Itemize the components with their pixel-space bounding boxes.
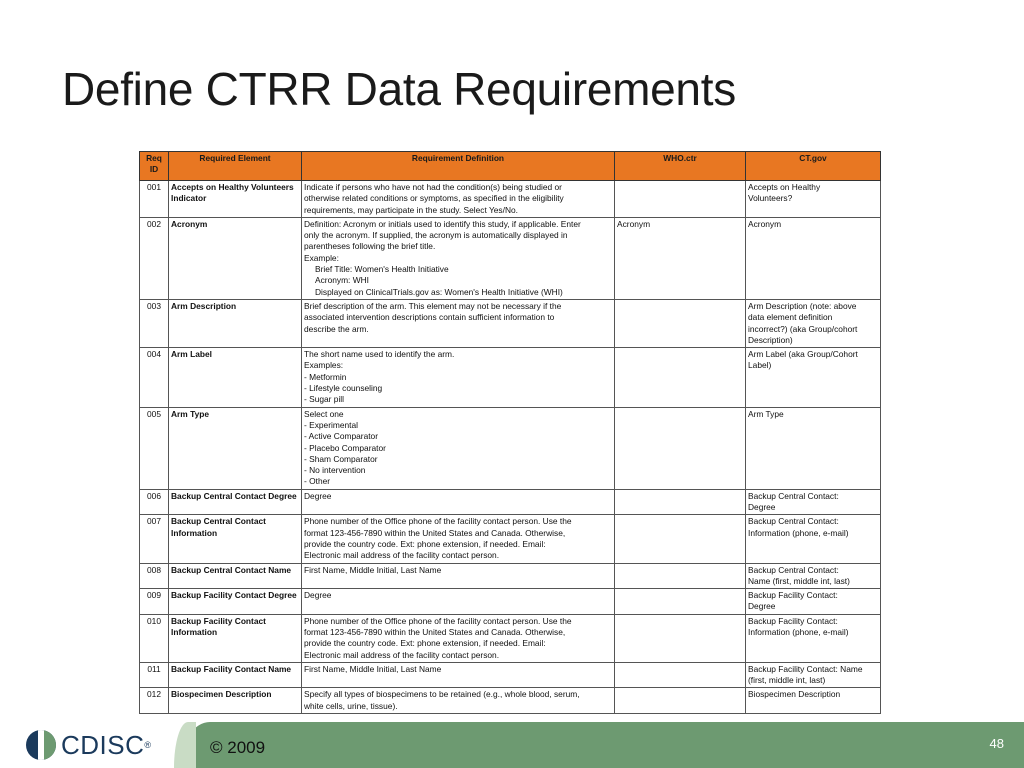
cell-req-id: 005 (140, 407, 169, 489)
ctgov-line: Name (first, middle int, last) (748, 575, 850, 586)
table-row (140, 515, 881, 563)
definition-line: Phone number of the Office phone of the facility contact person. Use the (304, 615, 572, 626)
cell-requirement-definition (302, 217, 615, 299)
definition-line: Indicate if persons who have not had the condition(s) being studied or (304, 182, 562, 192)
definition-line: - Sham Comparator (304, 453, 378, 464)
definition-line: format 123-456-7890 within the United States and Canada. Otherwise, (304, 626, 566, 637)
definition-line: Electronic mail address of the facility contact person. (304, 550, 500, 561)
cell-required-element: Arm Description (169, 299, 302, 347)
cell-who-ctr (615, 299, 746, 347)
cell-who-ctr (615, 614, 746, 662)
cell-who-ctr (615, 688, 746, 714)
cell-req-id: 004 (140, 348, 169, 407)
cell-required-element: Biospecimen Description (169, 688, 302, 714)
footer-green-band (180, 722, 1024, 768)
definition-line: white cells, urine, tissue). (304, 700, 398, 711)
cell-ct-gov (746, 688, 881, 714)
definition-line: Definition: Acronym or initials used to identify this study, if applicable. Enter (304, 218, 581, 229)
cell-requirement-definition (302, 181, 615, 218)
cell-req-id: 007 (140, 515, 169, 563)
cell-required-element: Accepts on Healthy Volunteers Indicator (169, 181, 302, 218)
cell-requirement-definition (302, 688, 615, 714)
definition-line: First Name, Middle Initial, Last Name (304, 564, 442, 575)
cdisc-logo (26, 729, 151, 761)
header-who-ctr: WHO.ctr (615, 152, 746, 181)
cell-who-ctr (615, 662, 746, 688)
table-row (140, 589, 881, 615)
definition-line: Specify all types of biospecimens to be retained (e.g., whole blood, serum, (304, 689, 580, 700)
cell-req-id: 001 (140, 181, 169, 218)
footer-bar (0, 722, 1024, 768)
ctgov-line: Acronym (748, 218, 782, 229)
cell-required-element: Backup Facility Contact Information (169, 614, 302, 662)
ctgov-line: data element definition (748, 312, 833, 323)
table-row (140, 688, 881, 714)
ctgov-line: Backup Central Contact: (748, 564, 839, 575)
definition-line: Displayed on ClinicalTrials.gov as: Women's Health Initiative (WHI) (315, 286, 563, 297)
ctgov-line: Information (phone, e-mail) (748, 626, 849, 637)
cell-requirement-definition (302, 515, 615, 563)
cell-ct-gov (746, 348, 881, 407)
table-row (140, 662, 881, 688)
table-row (140, 348, 881, 407)
cell-required-element: Backup Central Contact Information (169, 515, 302, 563)
table-row (140, 299, 881, 347)
ctgov-line: Backup Facility Contact: (748, 590, 838, 601)
cell-requirement-definition (302, 589, 615, 615)
slide-title: Define CTRR Data Requirements (62, 63, 736, 115)
cell-who-ctr (615, 589, 746, 615)
definition-line: Degree (304, 590, 332, 601)
definition-line: describe the arm. (304, 323, 369, 334)
cell-ct-gov (746, 589, 881, 615)
footer-logo-area (0, 722, 180, 768)
definition-line: Select one (304, 408, 344, 419)
cell-requirement-definition (302, 662, 615, 688)
table-body (140, 181, 881, 714)
ctgov-line: incorrect?) (aka Group/cohort (748, 323, 858, 334)
ctgov-line: Degree (748, 601, 776, 612)
ctgov-line: Arm Type (748, 408, 784, 419)
cell-req-id: 011 (140, 662, 169, 688)
cell-who-ctr (615, 563, 746, 589)
cell-required-element: Backup Central Contact Name (169, 563, 302, 589)
definition-line: Example: (304, 252, 339, 263)
definition-line: associated intervention descriptions contain sufficient information to (304, 312, 555, 323)
header-req-id: Req ID (140, 152, 169, 181)
cell-ct-gov (746, 217, 881, 299)
definition-line: - Experimental (304, 419, 358, 430)
requirements-table-container (139, 151, 880, 714)
cell-ct-gov (746, 563, 881, 589)
cell-req-id: 003 (140, 299, 169, 347)
cell-who-ctr: Acronym (615, 217, 746, 299)
copyright-text: © 2009 (210, 738, 266, 757)
cell-ct-gov (746, 299, 881, 347)
definition-line: provide the country code. Ext: phone extension, if needed. Email: (304, 538, 546, 549)
cell-required-element: Backup Facility Contact Degree (169, 589, 302, 615)
cell-ct-gov (746, 407, 881, 489)
definition-line: Examples: (304, 360, 344, 371)
cell-req-id: 012 (140, 688, 169, 714)
requirements-table (139, 151, 881, 714)
ctgov-line: (first, middle int, last) (748, 675, 826, 686)
cell-requirement-definition (302, 614, 615, 662)
table-header-row (140, 152, 881, 181)
cell-requirement-definition (302, 489, 615, 515)
definition-line: Brief Title: Women's Health Initiative (315, 264, 449, 275)
ctgov-line: Backup Central Contact: (748, 516, 839, 527)
cdisc-logo-icon (26, 730, 56, 760)
logo-text: CDISC (61, 729, 145, 760)
definition-line: Degree (304, 490, 332, 501)
cell-required-element: Backup Central Contact Degree (169, 489, 302, 515)
ctgov-line: Backup Facility Contact: Name (748, 663, 863, 674)
cell-ct-gov (746, 662, 881, 688)
definition-line: otherwise related conditions or symptoms, as specified in the eligibility (304, 193, 564, 204)
table-row (140, 181, 881, 218)
ctgov-line: Backup Facility Contact: (748, 615, 838, 626)
table-row (140, 489, 881, 515)
ctgov-line: Arm Description (note: above (748, 300, 857, 311)
ctgov-line: Arm Label (aka Group/Cohort (748, 349, 858, 360)
header-required-element: Required Element (169, 152, 302, 181)
definition-line: - Sugar pill (304, 394, 345, 405)
ctgov-line: Information (phone, e-mail) (748, 527, 849, 538)
cell-req-id: 008 (140, 563, 169, 589)
cell-req-id: 010 (140, 614, 169, 662)
table-row (140, 614, 881, 662)
definition-line: - No intervention (304, 465, 366, 476)
cell-requirement-definition (302, 407, 615, 489)
cell-req-id: 002 (140, 217, 169, 299)
definition-line: The short name used to identify the arm. (304, 349, 455, 360)
definition-line: only the acronym. If supplied, the acronym is automatically displayed in (304, 230, 568, 241)
definition-line: - Placebo Comparator (304, 442, 386, 453)
cell-ct-gov (746, 489, 881, 515)
definition-line: Acronym: WHI (315, 275, 369, 286)
page-number: 48 (989, 736, 1004, 751)
definition-line: Brief description of the arm. This element may not be necessary if the (304, 300, 562, 311)
ctgov-line: Backup Central Contact: (748, 490, 839, 501)
cell-ct-gov (746, 515, 881, 563)
definition-line: Electronic mail address of the facility contact person. (304, 649, 500, 660)
definition-line: Phone number of the Office phone of the facility contact person. Use the (304, 516, 572, 527)
cell-who-ctr (615, 407, 746, 489)
ctgov-line: Label) (748, 360, 772, 371)
ctgov-line: Volunteers? (748, 193, 793, 204)
cell-requirement-definition (302, 563, 615, 589)
definition-line: format 123-456-7890 within the United States and Canada. Otherwise, (304, 527, 566, 538)
cell-required-element: Backup Facility Contact Name (169, 662, 302, 688)
table-row (140, 563, 881, 589)
definition-line: First Name, Middle Initial, Last Name (304, 663, 442, 674)
ctgov-line: Degree (748, 502, 776, 513)
table-row (140, 217, 881, 299)
cell-ct-gov (746, 181, 881, 218)
cell-who-ctr (615, 348, 746, 407)
ctgov-line: Accepts on Healthy (748, 182, 821, 192)
ctgov-line: Biospecimen Description (748, 689, 841, 700)
header-ct-gov: CT.gov (746, 152, 881, 181)
cell-who-ctr (615, 515, 746, 563)
ctgov-line: Description) (748, 334, 793, 345)
logo-registered-mark: ® (144, 740, 152, 750)
cell-required-element: Acronym (169, 217, 302, 299)
definition-line: provide the country code. Ext: phone extension, if needed. Email: (304, 638, 546, 649)
table-row (140, 407, 881, 489)
cell-required-element: Arm Label (169, 348, 302, 407)
cell-who-ctr (615, 489, 746, 515)
cell-requirement-definition (302, 299, 615, 347)
definition-line: parentheses following the brief title. (304, 241, 436, 252)
cell-who-ctr (615, 181, 746, 218)
definition-line: - Metformin (304, 371, 347, 382)
cell-requirement-definition (302, 348, 615, 407)
definition-line: - Lifestyle counseling (304, 383, 383, 394)
definition-line: - Active Comparator (304, 431, 379, 442)
cell-ct-gov (746, 614, 881, 662)
header-requirement-definition: Requirement Definition (302, 152, 615, 181)
definition-line: - Other (304, 476, 331, 487)
cell-req-id: 006 (140, 489, 169, 515)
definition-line: requirements, may participate in the study. Select Yes/No. (304, 204, 518, 215)
cell-required-element: Arm Type (169, 407, 302, 489)
cell-req-id: 009 (140, 589, 169, 615)
